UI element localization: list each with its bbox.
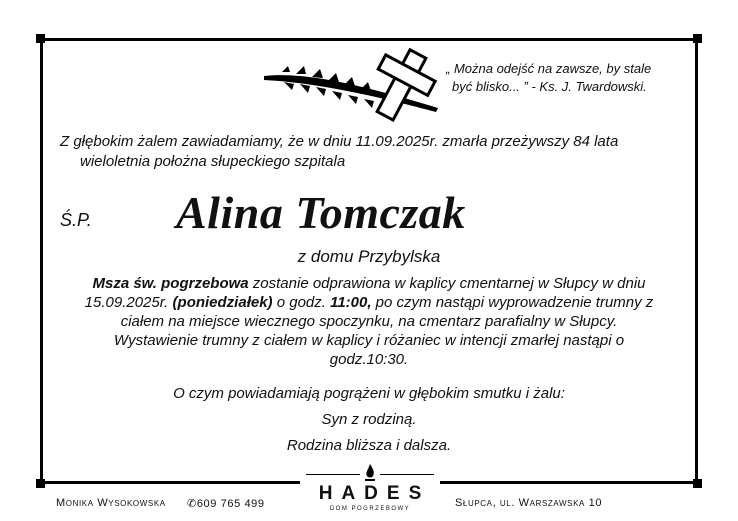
logo-rule [380,474,434,475]
mass-time: 11:00, [330,294,372,311]
frame-corner [693,34,702,43]
family-line: Syn z rodziną. [321,411,417,428]
intro-text [60,132,690,172]
frame-corner [36,34,45,43]
detail-text: 15.09.2025r. [84,294,173,311]
logo-rule [306,474,360,475]
funeral-details [58,274,680,369]
deceased-name: Alina Tomczak [176,187,466,238]
footer-name: Monika Wysokowska [56,497,166,509]
intro-line: wieloletnia położna słupeckiego szpitala [80,153,346,170]
phone-number: 609 765 499 [196,498,265,510]
hades-logo [300,462,440,517]
footer-phone [187,497,265,510]
closing-line: O czym powiadamiają pogrążeni w głębokim smutku i żalu: [173,385,565,402]
sp-prefix: Ś.P. [60,210,92,230]
family-line: Rodzina bliższa i dalsza. [286,437,452,454]
quote [446,60,686,96]
frame-corner [36,479,45,488]
weekday: (poniedziałek) [172,294,273,311]
footer-address: Słupca, ul. Warszawska 10 [455,497,603,509]
maiden-name: z domu Przybylska [297,247,441,266]
detail-text: po czym nastąpi wyprowadzenie trumny z [371,294,654,311]
detail-text: godz.10:30. [329,351,409,368]
detail-text: o godz. [272,294,331,311]
logo-brand: HADES [318,483,431,504]
flame-icon [364,464,376,482]
mass-label: Msza św. pogrzebowa [92,275,249,292]
logo-subtitle: DOM POGRZEBOWY [329,506,411,512]
quote-line: „ Można odejść na zawsze, by stale [446,61,652,76]
detail-text: zostanie odprawiona w kaplicy cmentarnej w Słupcy w dniu [248,275,646,292]
frame-corner [693,479,702,488]
quote-line: być blisko... ” - Ks. J. Twardowski. [452,79,647,94]
detail-text: Wystawienie trumny z ciałem w kaplicy i różaniec w intencji zmarłej nastąpi o [113,332,625,349]
phone-icon: ✆ [187,498,197,510]
detail-text: ciałem na miejsce wiecznego spoczynku, na cmentarz parafialny w Słupcy. [120,313,618,330]
intro-line: Z głębokim żalem zawiadamiamy, że w dniu 11.09.2025r. zmarła przeżywszy 84 lata [60,133,619,150]
cross-with-palm-icon [262,46,442,122]
